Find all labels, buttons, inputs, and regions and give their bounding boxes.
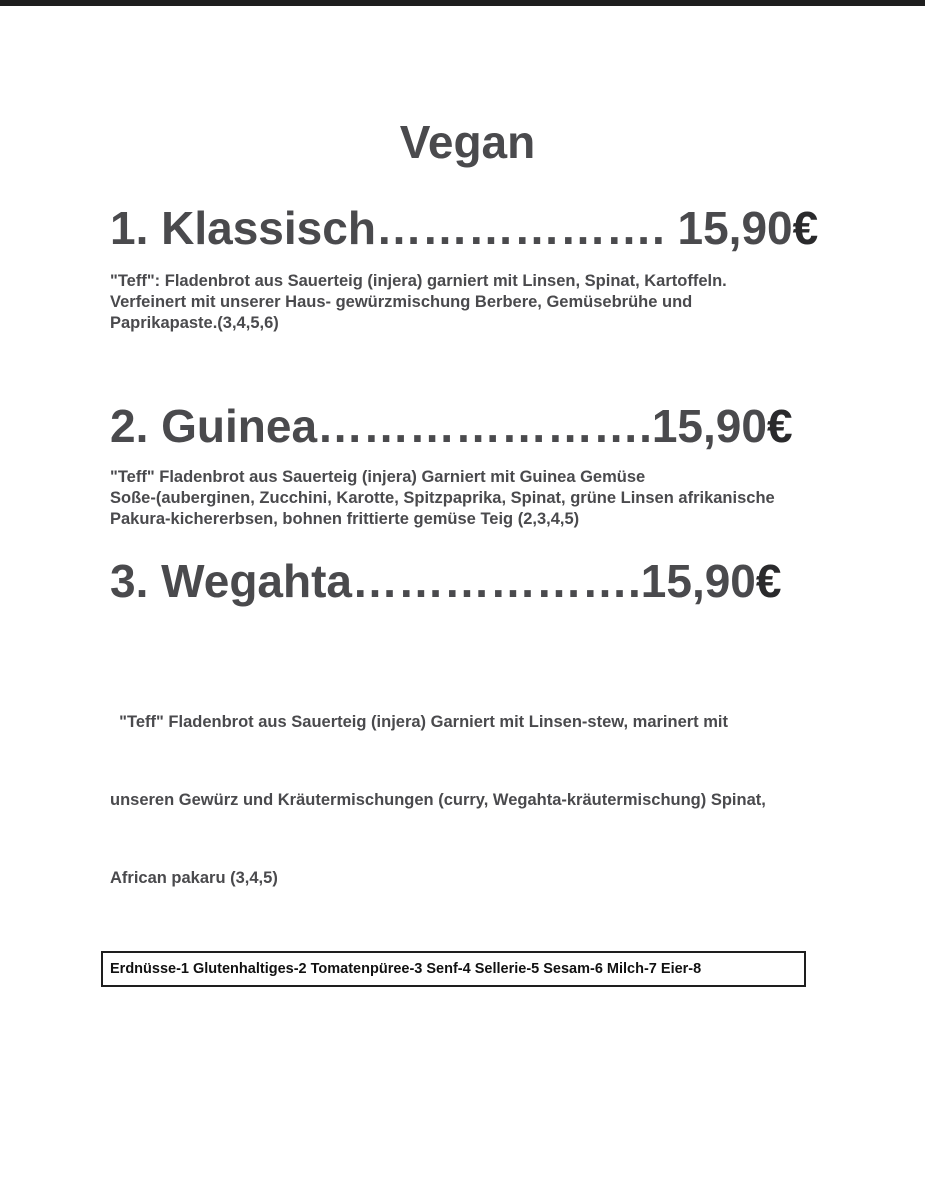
menu-section-title: Vegan <box>399 116 536 168</box>
dish-1-description-line: Paprikapaste.(3,4,5,6) <box>110 314 279 332</box>
dish-3-name-text: 3. Wegahta……………….15,90 <box>110 555 756 607</box>
dish-1-description <box>110 271 727 334</box>
dish-2-description <box>110 467 775 530</box>
dish-2-name <box>110 398 793 454</box>
dish-3-currency: € <box>755 555 782 607</box>
dish-1-description-line: Verfeinert mit unserer Haus- gewürzmischung Berbere, Gemüsebrühe und <box>110 293 693 311</box>
dish-2-description-line: Pakura-kichererbsen, bohnen frittierte gemüse Teig (2,3,4,5) <box>110 510 580 528</box>
top-border-bar <box>0 0 925 6</box>
dish-3-description-line: African pakaru (3,4,5) <box>110 869 278 887</box>
dish-3-description-line: unseren Gewürz und Kräutermischungen (curry, Wegahta-kräutermischung) Spinat, <box>110 791 766 809</box>
dish-2-description-line: "Teff" Fladenbrot aus Sauerteig (injera) Garniert mit Guinea Gemüse <box>110 468 646 486</box>
dish-1-name-text: 1. Klassisch………………. 15,90 <box>110 202 793 254</box>
dish-3-description <box>110 657 766 917</box>
dish-2-name-text: 2. Guinea………………….15,90 <box>110 400 767 452</box>
dish-1-description-line: "Teff": Fladenbrot aus Sauerteig (injera) garniert mit Linsen, Spinat, Kartoffeln. <box>110 272 727 290</box>
allergen-legend-text: Erdnüsse-1 Glutenhaltiges-2 Tomatenpüree-3 Senf-4 Sellerie-5 Sesam-6 Milch-7 Eier-8 <box>110 961 702 977</box>
dish-2-description-line: Soße-(auberginen, Zucchini, Karotte, Spitzpaprika, Spinat, grüne Linsen afrikanische <box>110 489 775 507</box>
allergen-legend-box <box>101 951 806 987</box>
dish-3-name <box>110 553 781 609</box>
dish-2-currency: € <box>766 400 793 452</box>
dish-1-currency: € <box>792 202 819 254</box>
dish-1-name <box>110 200 818 256</box>
dish-3-description-line: "Teff" Fladenbrot aus Sauerteig (injera) Garniert mit Linsen-stew, marinert mit <box>110 713 729 731</box>
